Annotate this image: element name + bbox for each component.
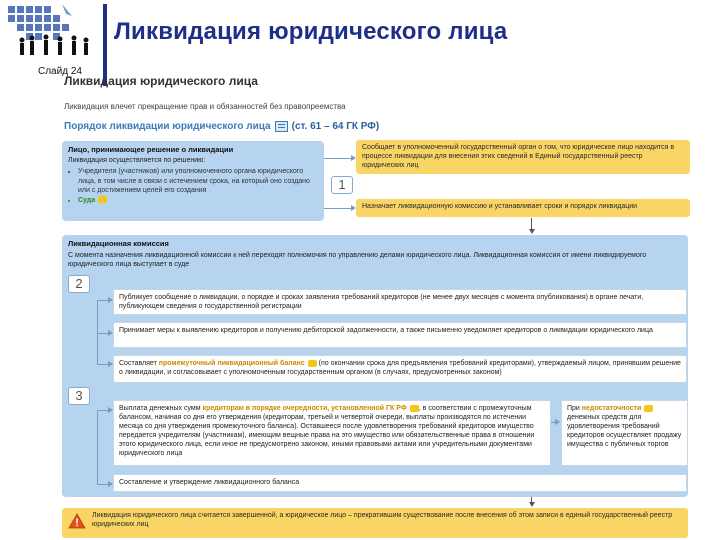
arrow-down-icon: [529, 502, 535, 507]
step-identify-creditors: Принимает меры к выявлению кредиторов и получению дебиторской задолженности, а также письменно уведомляет кредиторов о ликвидации юридического лица: [113, 322, 687, 348]
list-item: • Учредителя (участников) или уполномоченного органа юридического лица, в том числе в связи с истечением срока, на который оно создано или с достижением целей его создания: [78, 167, 318, 196]
step-number-2: 2: [68, 275, 90, 293]
section-heading: Ликвидация юридического лица: [64, 74, 258, 88]
step-text: Выплата денежных сумм: [119, 405, 203, 412]
commission-text: С момента назначения ликвидационной комиссии к ней переходят полномочия по управлению делами юридического лица. Ликвидационная комиссия от имени ликвидируемого юридического лица выступает в суде: [68, 252, 647, 268]
company-logo: [2, 2, 98, 62]
appoint-commission-box: Назначает ликвидационную комиссию и устанавливает сроки и порядок ликвидации: [356, 199, 690, 217]
order-label[interactable]: Порядок ликвидации юридического лица: [64, 121, 271, 132]
decision-maker-list: [78, 167, 318, 205]
interim-balance-link[interactable]: промежуточный ликвидационный баланс: [158, 360, 305, 367]
section-description: Ликвидация влечет прекращение прав и обязанностей без правопреемства: [64, 102, 346, 111]
step-insufficiency: [561, 400, 688, 466]
court-label[interactable]: Суда: [78, 196, 96, 204]
list-item-court[interactable]: [78, 196, 318, 206]
decision-maker-heading: Лицо, принимающее решение о ликвидации: [68, 145, 234, 154]
warning-icon: [68, 513, 86, 529]
notify-authority-box: Сообщает в уполномоченный государственный орган о том, что юридическое лицо находится в процессе ликвидации для внесения этих сведений в Единый государственный реестр юридических лиц: [356, 140, 690, 174]
decision-maker-text: Ликвидация осуществляется по решению:: [68, 157, 206, 164]
connector-line: [324, 208, 352, 209]
step-publish-notice: Публикует сообщение о ликвидации, о порядке и сроках заявления требований кредиторов (не менее двух месяцев с момента опубликования) в органе печати, публикующем сведения о государственной регистрации: [113, 289, 687, 315]
completion-notice: Ликвидация юридического лица считается завершенной, а юридическое лицо – прекратившим существование после внесения об этом записи в единый государственный реестр юридических лиц: [62, 508, 688, 538]
decision-maker-block: [62, 141, 324, 221]
step-interim-balance: [113, 355, 687, 383]
step-final-balance: Составление и утверждение ликвидационного баланса: [113, 474, 687, 492]
arrow-right-icon: [555, 419, 560, 425]
step-text: (по окончании срока для предъявления требований кредиторами), утверждаемый лицом, принявшим решение о ликвидации, и согласовывает с уполномоченным государственным органом (в случаях, предусмотренных законом): [119, 360, 681, 376]
document-icon[interactable]: [275, 121, 288, 132]
step-text: , в соответствии с промежуточным балансом, начиная со дня его утверждения (кредиторам, третьей и четвертой очереди, выплаты производятся по истечении месяца со дня утверждения промежуточного баланса). Оставшееся после удовлетворения требований кредиторов имущество передается учредителям (участникам), имеющим вещные права на это имущество или обязательственные права в отношении этого юридического лица, если иное не предусмотрено законом, иными правовыми актами или учредительными документами юридического лица: [119, 405, 535, 457]
order-link[interactable]: [64, 121, 379, 132]
step-number-1: 1: [331, 176, 353, 194]
comment-icon[interactable]: [644, 405, 653, 412]
step-text: Составляет: [119, 360, 159, 367]
step-text: денежных средств для удовлетворения требований кредиторов осуществляет продажу имущества с публичных торгов: [567, 414, 682, 448]
comment-icon[interactable]: [308, 360, 317, 367]
connector-line: [97, 300, 98, 364]
comment-icon[interactable]: [98, 196, 107, 203]
creditors-order-link[interactable]: кредиторам в порядке очередности, установленной ГК РФ: [202, 405, 407, 412]
slide-title: Ликвидация юридического лица: [114, 18, 508, 45]
step-number-3: 3: [68, 387, 90, 405]
connector-line: [324, 158, 352, 159]
comment-icon[interactable]: [410, 405, 419, 412]
slide-number: Слайд 24: [38, 66, 82, 77]
law-reference[interactable]: (ст. 61 – 64 ГК РФ): [291, 121, 380, 132]
arrow-down-icon: [529, 229, 535, 234]
step-payments: [113, 400, 551, 466]
step-text: При: [567, 405, 582, 412]
insufficiency-link[interactable]: недостаточности: [581, 405, 642, 412]
connector-line: [97, 410, 98, 484]
commission-heading: Ликвидационная комиссия: [68, 239, 169, 248]
